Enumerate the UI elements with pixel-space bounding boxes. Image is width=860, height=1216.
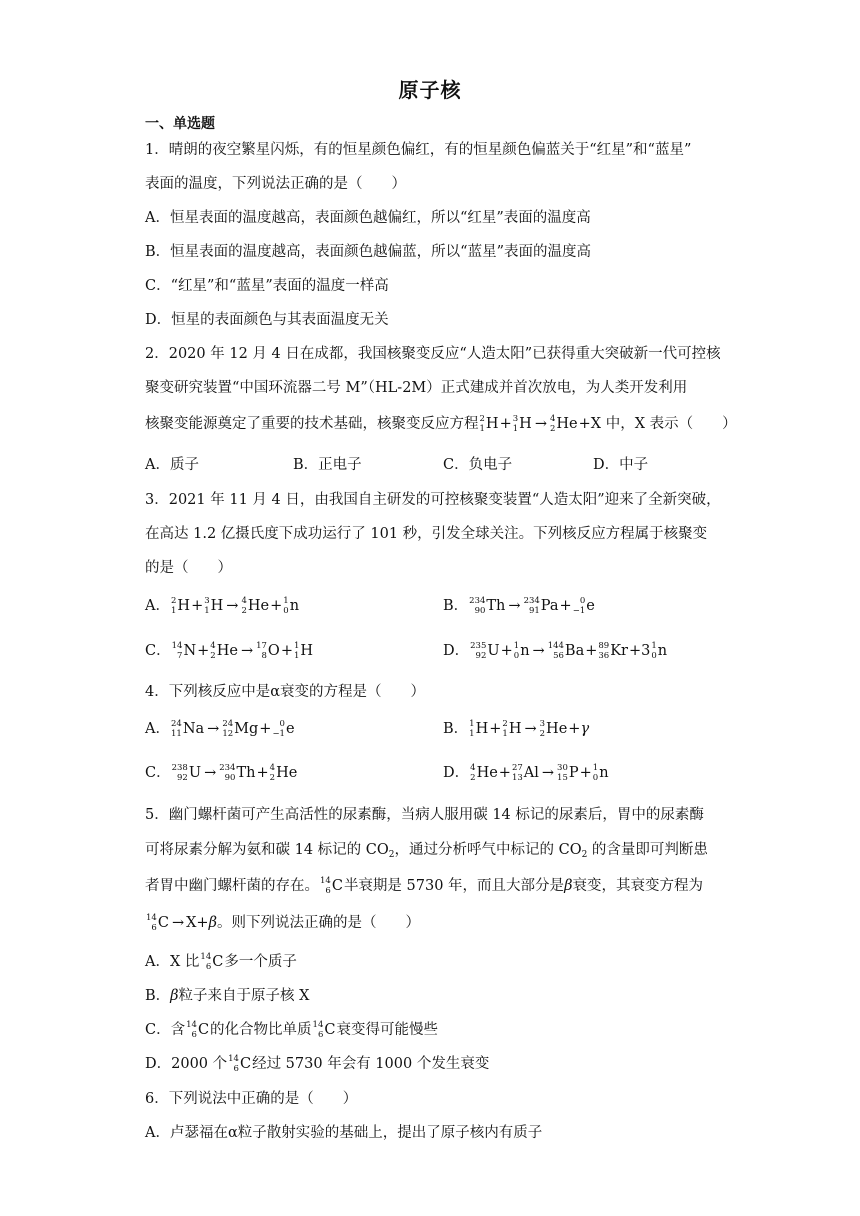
q2-stem-line3-text: 核聚变能源奠定了重要的技术基础，核聚变反应方程 (145, 416, 479, 432)
nuclide-he4: 4 2 He (549, 413, 578, 434)
q5-stem-line3: 者胃中幽门螺杆菌的存在。 14 6 C 半衰期是 5730 年，而且大部分是β衰变，其衰变方程为 (145, 875, 703, 896)
q2-option-a[interactable]: A．质子 (145, 457, 199, 473)
q3-option-a-label: A． (145, 598, 170, 614)
q5-option-b[interactable]: B．β粒子来自于原子核 X (145, 988, 310, 1004)
q5-line3-b: 半衰期是 5730 年，而且大部分是 (343, 878, 565, 894)
q5-option-c[interactable]: C．含 14 6 C 的化合物比单质 14 6 C 衰变得可能慢些 (145, 1019, 438, 1040)
q3-option-d-label: D． (443, 643, 470, 659)
q6-option-a[interactable]: A．卢瑟福在α粒子散射实验的基础上，提出了原子核内有质子 (145, 1125, 543, 1141)
q3-stem-line2: 在高达 1.2 亿摄氏度下成功运行了 101 秒，引发全球关注。下列核反应方程属于核聚变 (145, 526, 708, 542)
q1-stem-line2: 表面的温度，下列说法正确的是（ ） (145, 176, 406, 192)
q4-option-b-label: B． (443, 721, 469, 737)
q2-option-c[interactable]: C．负电子 (443, 457, 513, 473)
q3-stem-line3: 的是（ ） (145, 560, 232, 576)
q5-a-1: A．X 比 (145, 954, 200, 970)
q4-option-c-label: C． (145, 765, 171, 781)
q3-stem-line1: 3．2021 年 11 月 4 日，由我国自主研发的可控核聚变装置“人造太阳”迎来了全新突破， (145, 492, 721, 508)
q1-option-c[interactable]: C．“红星”和“蓝星”表面的温度一样高 (145, 278, 389, 294)
q3-option-d[interactable]: D． 235 92 U + 1 0 n → 144 56 Ba + 89 36 Kr +3 1 0 n (443, 640, 668, 661)
q5-d-2: 经过 5730 年会有 1000 个发生衰变 (252, 1056, 490, 1072)
nuclide-h2: 2 1 H (479, 413, 499, 434)
q4-option-d-label: D． (443, 765, 470, 781)
q5-line2-c: 的含量即可判断患 (587, 842, 708, 858)
q5-line3-a: 者胃中幽门螺杆菌的存在。 (145, 878, 319, 894)
q2-option-d[interactable]: D．中子 (593, 457, 649, 473)
q3-option-b-label: B． (443, 598, 469, 614)
q2-stem-line2: 聚变研究装置“中国环流器二号 M”（HL-2M）正式建成并首次放电，为人类开发利用 (145, 380, 688, 396)
q5-line4-b: 。则下列说法正确的是（ ） (216, 915, 420, 931)
q1-option-d[interactable]: D．恒星的表面颜色与其表面温度无关 (145, 312, 389, 328)
q5-line2-a: 可将尿素分解为氨和碳 14 标记的 CO (145, 842, 389, 858)
page-title: 原子核 (398, 78, 462, 102)
q3-option-c[interactable]: C． 14 7 N + 4 2 He → 17 8 O + 1 1 H (145, 640, 314, 661)
q5-a-2: 多一个质子 (224, 954, 297, 970)
q1-option-a[interactable]: A．恒星表面的温度越高，表面颜色越偏红，所以“红星”表面的温度高 (145, 210, 591, 226)
q3-option-a[interactable]: A． 2 1 H + 3 1 H → 4 2 He + 1 0 n (145, 595, 300, 616)
q4-stem: 4．下列核反应中是α衰变的方程是（ ） (145, 684, 426, 700)
q4-option-c[interactable]: C． 238 92 U → 234 90 Th + 4 2 He (145, 762, 298, 783)
q5-line2-b: ，通过分析呼气中标记的 CO (394, 842, 582, 858)
q2-stem-line3: 核聚变能源奠定了重要的技术基础，核聚变反应方程 2 1 H + 3 1 H → 4 2 He +X 中，X 表示（ ） (145, 413, 737, 434)
q5-c-1: C．含 (145, 1022, 186, 1038)
q4-option-a[interactable]: A． 24 11 Na → 24 12 Mg + 0 −1 e (145, 718, 295, 739)
q1-stem-line1: 1．晴朗的夜空繁星闪烁，有的恒星颜色偏红，有的恒星颜色偏蓝关于“红星”和“蓝星” (145, 142, 692, 158)
q5-d-1: D．2000 个 (145, 1056, 228, 1072)
q5-c-3: 衰变得可能慢些 (336, 1022, 438, 1038)
q5-stem-line2: 可将尿素分解为氨和碳 14 标记的 $CO_2$，通过分析呼气中标记的 $CO_2$ 的含量即可判断患 (145, 842, 708, 860)
q5-stem-line1: 5．幽门螺杆菌可产生高活性的尿素酶，当病人服用碳 14 标记的尿素后，胃中的尿素酶 (145, 807, 704, 823)
q3-option-c-label: C． (145, 643, 171, 659)
q2-option-b[interactable]: B．正电子 (293, 457, 362, 473)
q5-option-a[interactable]: A．X 比 14 6 C 多一个质子 (145, 951, 297, 972)
q5-b-1: B． (145, 988, 171, 1004)
q4-option-b[interactable]: B． 1 1 H + 2 1 H → 3 2 He +γ (443, 718, 590, 739)
q6-stem: 6．下列说法中正确的是（ ） (145, 1091, 358, 1107)
q2-stem-line1: 2．2020 年 12 月 4 日在成都，我国核聚变反应“人造太阳”已获得重大突破新一代可控核 (145, 346, 721, 362)
q5-c-2: 的化合物比单质 (210, 1022, 312, 1038)
q4-option-a-label: A． (145, 721, 170, 737)
nuclide-h3: 3 1 H (512, 413, 532, 434)
q5-b-2: 粒子来自于原子核 X (178, 988, 310, 1004)
section-heading: 一、单选题 (145, 116, 215, 132)
q5-line3-c: 衰变，其衰变方程为 (572, 878, 703, 894)
q5-option-d[interactable]: D．2000 个 14 6 C 经过 5730 年会有 1000 个发生衰变 (145, 1053, 490, 1074)
q1-option-b[interactable]: B．恒星表面的温度越高，表面颜色越偏蓝，所以“蓝星”表面的温度高 (145, 244, 591, 260)
q5-stem-line4: 14 6 C → X+β。则下列说法正确的是（ ） (146, 912, 420, 933)
q4-option-d[interactable]: D． 4 2 He + 27 13 Al → 30 15 P + 1 0 n (443, 762, 609, 783)
q3-option-b[interactable]: B． 234 90 Th → 234 91 Pa + 0 −1 e (443, 595, 595, 616)
q2-stem-line3-tail: +X 中，X 表示（ ） (578, 416, 737, 432)
